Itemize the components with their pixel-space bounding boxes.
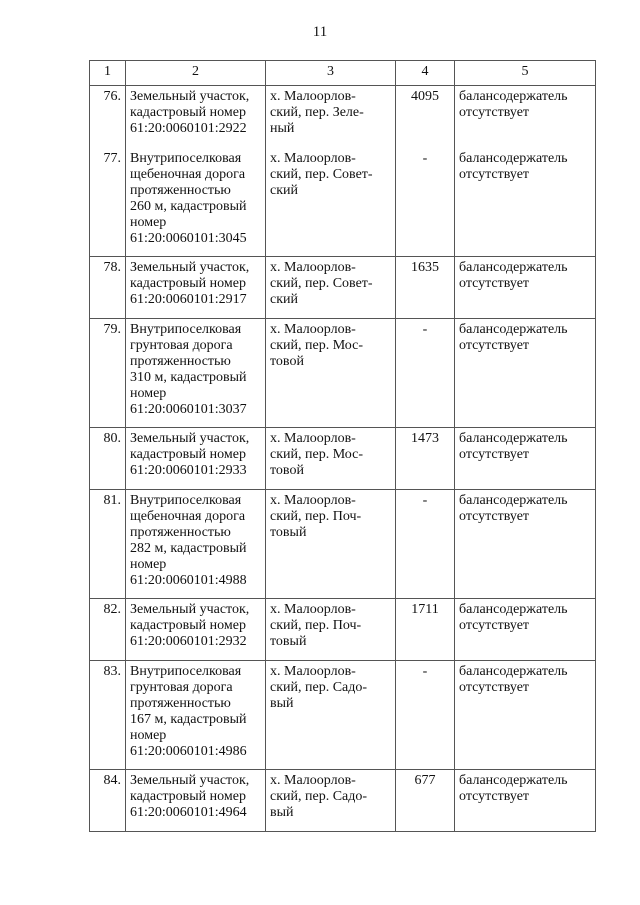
object-address-line: ский, пер. Совет- xyxy=(270,276,373,291)
object-name-line: 282 м, кадастровый xyxy=(130,541,247,556)
object-name-line: 61:20:0060101:2933 xyxy=(130,463,247,478)
balance-holder-line: балансодержатель xyxy=(459,773,568,788)
object-name-line: номер xyxy=(130,728,167,743)
object-address-line: товый xyxy=(270,525,307,540)
object-name-line: Земельный участок, xyxy=(130,260,250,275)
object-address xyxy=(266,661,396,770)
object-area: - xyxy=(396,490,455,599)
object-area: - xyxy=(396,148,455,257)
object-name-line: грунтовая дорога xyxy=(130,338,233,353)
object-name xyxy=(126,599,266,661)
object-address-line: ский, пер. Садо- xyxy=(270,680,368,695)
balance-holder-line: отсутствует xyxy=(459,105,530,120)
balance-holder-line: балансодержатель xyxy=(459,260,568,275)
column-header: 1 xyxy=(90,61,126,86)
object-area: 1473 xyxy=(396,428,455,490)
object-address-line: ский xyxy=(270,292,298,307)
object-name-line: Внутрипоселковая xyxy=(130,664,242,679)
balance-holder-line: балансодержатель xyxy=(459,602,568,617)
object-address-line: товой xyxy=(270,463,304,478)
object-name xyxy=(126,86,266,148)
object-address-line: х. Малоорлов- xyxy=(270,773,356,788)
object-name-line: кадастровый номер xyxy=(130,276,246,291)
balance-holder-line: балансодержатель xyxy=(459,89,568,104)
object-area: 1711 xyxy=(396,599,455,661)
balance-holder-line: балансодержатель xyxy=(459,493,568,508)
balance-holder-line: балансодержатель xyxy=(459,150,568,166)
balance-holder xyxy=(455,661,596,770)
object-name-line: номер xyxy=(130,214,167,230)
object-name-line: 61:20:0060101:4986 xyxy=(130,744,247,759)
balance-holder-line: отсутствует xyxy=(459,447,530,462)
object-area: 4095 xyxy=(396,86,455,148)
object-address-line: х. Малоорлов- xyxy=(270,602,356,617)
object-address-line: х. Малоорлов- xyxy=(270,322,356,337)
balance-holder-line: отсутствует xyxy=(459,338,530,353)
row-number: 77. xyxy=(90,148,126,257)
object-name-line: кадастровый номер xyxy=(130,789,246,804)
object-name xyxy=(126,490,266,599)
object-name-line: 61:20:0060101:4988 xyxy=(130,573,247,588)
table-row xyxy=(90,319,596,428)
object-name-line: протяженностью xyxy=(130,354,231,369)
object-address-line: ный xyxy=(270,121,295,136)
balance-holder xyxy=(455,428,596,490)
object-address xyxy=(266,257,396,319)
table-row xyxy=(90,257,596,319)
object-address-line: х. Малоорлов- xyxy=(270,260,356,275)
property-registry-table xyxy=(89,60,596,832)
balance-holder-line: отсутствует xyxy=(459,509,530,524)
column-header: 4 xyxy=(396,61,455,86)
object-name-line: 61:20:0060101:4964 xyxy=(130,805,247,820)
object-name-line: протяженностью xyxy=(130,182,231,198)
object-area: 1635 xyxy=(396,257,455,319)
object-name xyxy=(126,148,266,257)
row-number: 80. xyxy=(90,428,126,490)
object-name-line: 310 м, кадастровый xyxy=(130,370,247,385)
object-address-line: ский, пер. Мос- xyxy=(270,338,364,353)
balance-holder-line: балансодержатель xyxy=(459,431,568,446)
object-name-line: кадастровый номер xyxy=(130,105,246,120)
object-name-line: Земельный участок, xyxy=(130,431,250,446)
table-row xyxy=(90,490,596,599)
object-address-line: вый xyxy=(270,696,294,711)
object-address-line: ский, пер. Садо- xyxy=(270,789,368,804)
object-address-line: х. Малоорлов- xyxy=(270,664,356,679)
object-name-line: протяженностью xyxy=(130,525,231,540)
object-address-line: х. Малоорлов- xyxy=(270,150,356,166)
object-address xyxy=(266,490,396,599)
object-name xyxy=(126,428,266,490)
balance-holder xyxy=(455,770,596,832)
object-address-line: х. Малоорлов- xyxy=(270,493,356,508)
column-header: 5 xyxy=(455,61,596,86)
object-name-line: Внутрипоселковая xyxy=(130,150,242,166)
object-name xyxy=(126,661,266,770)
object-address xyxy=(266,86,396,148)
object-name-line: Внутрипоселковая xyxy=(130,322,242,337)
object-name-line: кадастровый номер xyxy=(130,447,246,462)
object-name-line: 61:20:0060101:3037 xyxy=(130,402,247,417)
balance-holder-line: отсутствует xyxy=(459,789,530,804)
balance-holder xyxy=(455,599,596,661)
object-name-line: 167 м, кадастровый xyxy=(130,712,247,727)
object-name-line: протяженностью xyxy=(130,696,231,711)
row-number: 84. xyxy=(90,770,126,832)
balance-holder xyxy=(455,257,596,319)
balance-holder xyxy=(455,490,596,599)
balance-holder-line: отсутствует xyxy=(459,166,530,182)
balance-holder-line: балансодержатель xyxy=(459,664,568,679)
balance-holder-line: отсутствует xyxy=(459,276,530,291)
object-name xyxy=(126,770,266,832)
page-number: 11 xyxy=(312,24,328,40)
column-header: 3 xyxy=(266,61,396,86)
table-row xyxy=(90,661,596,770)
object-address xyxy=(266,428,396,490)
object-name-line: номер xyxy=(130,557,167,572)
object-name-line: Внутрипоселковая xyxy=(130,493,242,508)
object-address-line: товой xyxy=(270,354,304,369)
object-name-line: 61:20:0060101:2917 xyxy=(130,292,247,307)
row-number: 81. xyxy=(90,490,126,599)
row-number: 79. xyxy=(90,319,126,428)
object-address xyxy=(266,319,396,428)
object-name-line: Земельный участок, xyxy=(130,602,250,617)
object-name-line: грунтовая дорога xyxy=(130,680,233,695)
balance-holder xyxy=(455,86,596,148)
table-row xyxy=(90,86,596,148)
object-name-line: кадастровый номер xyxy=(130,618,246,633)
object-address xyxy=(266,148,396,257)
balance-holder-line: отсутствует xyxy=(459,618,530,633)
object-address-line: ский, пер. Мос- xyxy=(270,447,364,462)
table-row xyxy=(90,148,596,257)
object-address-line: ский, пер. Зеле- xyxy=(270,105,364,120)
object-address-line: ский, пер. Поч- xyxy=(270,509,362,524)
balance-holder-line: балансодержатель xyxy=(459,322,568,337)
table-row xyxy=(90,599,596,661)
object-name xyxy=(126,257,266,319)
balance-holder xyxy=(455,319,596,428)
object-name-line: номер xyxy=(130,386,167,401)
object-name-line: щебеночная дорога xyxy=(130,166,246,182)
table-row xyxy=(90,770,596,832)
object-name-line: Земельный участок, xyxy=(130,773,250,788)
object-address-line: х. Малоорлов- xyxy=(270,89,356,104)
object-area: - xyxy=(396,319,455,428)
row-number: 78. xyxy=(90,257,126,319)
object-address-line: х. Малоорлов- xyxy=(270,431,356,446)
balance-holder-line: отсутствует xyxy=(459,680,530,695)
object-address xyxy=(266,770,396,832)
table-header-row xyxy=(90,61,596,86)
object-address-line: ский, пер. Поч- xyxy=(270,618,362,633)
table-row xyxy=(90,428,596,490)
column-header: 2 xyxy=(126,61,266,86)
object-address-line: ский xyxy=(270,182,298,198)
object-name-line: щебеночная дорога xyxy=(130,509,246,524)
object-address-line: товый xyxy=(270,634,307,649)
object-name-line: 260 м, кадастровый xyxy=(130,198,247,214)
object-address xyxy=(266,599,396,661)
object-name-line: 61:20:0060101:2922 xyxy=(130,121,247,136)
object-name xyxy=(126,319,266,428)
row-number: 83. xyxy=(90,661,126,770)
row-number: 82. xyxy=(90,599,126,661)
object-address-line: вый xyxy=(270,805,294,820)
object-name-line: 61:20:0060101:2932 xyxy=(130,634,247,649)
object-name-line: Земельный участок, xyxy=(130,89,250,104)
object-area: - xyxy=(396,661,455,770)
balance-holder xyxy=(455,148,596,257)
object-address-line: ский, пер. Совет- xyxy=(270,166,373,182)
row-number: 76. xyxy=(90,86,126,148)
object-name-line: 61:20:0060101:3045 xyxy=(130,230,247,246)
object-area: 677 xyxy=(396,770,455,832)
